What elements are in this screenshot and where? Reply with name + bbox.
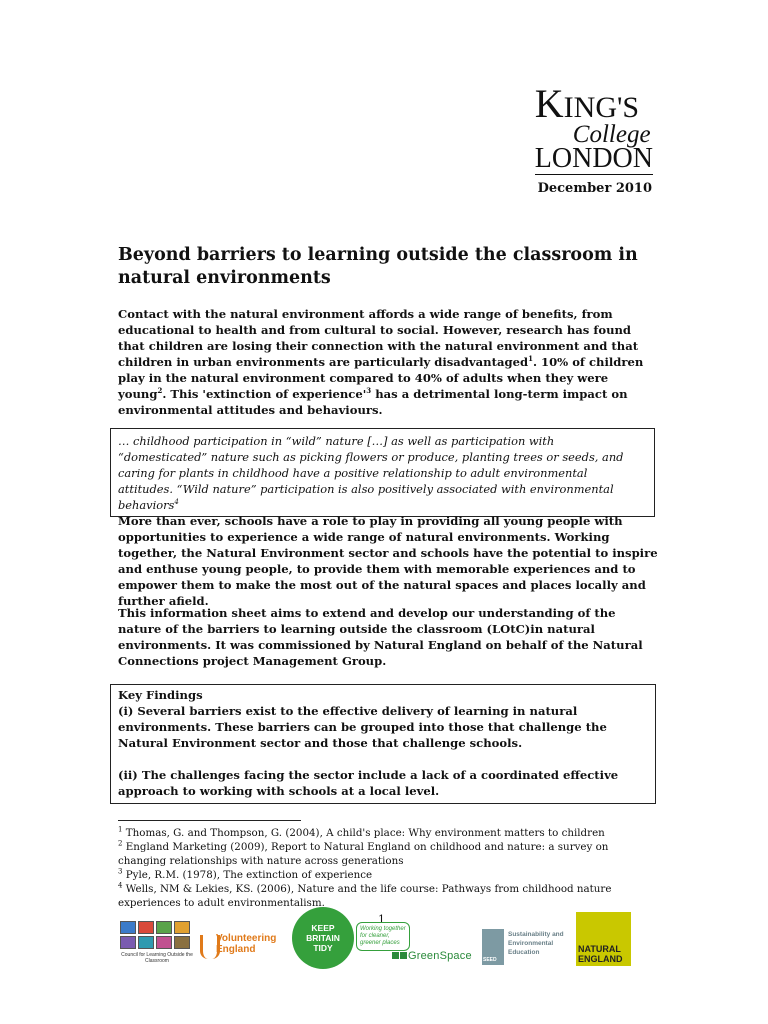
footnote-ref-2[interactable]: 2	[157, 386, 163, 396]
logo-initial: K	[534, 81, 564, 126]
footnote-2: $^2$ England Marketing (2009), Report to Natural England on childhood and nature: a survey on changing relationships with nature across generations	[118, 839, 609, 867]
document-date: December 2010	[537, 181, 652, 196]
key-findings-heading: Key Findings	[118, 688, 203, 702]
lotc-icon-grid	[120, 921, 194, 949]
quote-box	[110, 428, 655, 517]
lotc-caption: Council for Learning Outside the Classroom	[121, 952, 193, 964]
footnote-ref-4[interactable]: 4	[174, 498, 179, 507]
footnote-ref-1[interactable]: 1	[528, 354, 533, 364]
greenspace-square-icon	[392, 952, 399, 959]
footnotes	[118, 826, 658, 910]
key-finding-1: (i) Several barriers exist to the effective delivery of learning in natural environments. These barriers can be grouped into those that challenge the Natural Environment sector and those that challenge schools.	[118, 704, 607, 750]
schools-paragraph: More than ever, schools have a role to play in providing all young people with opportunities to experience a wide range of natural environments. Working together, the Natural Environment sector and schools have the potential to inspire and enthuse young people, to provide them with memorable experiences and to empower them to make the most out of the natural spaces and places locally and further afield.	[118, 514, 658, 608]
quote-text: … childhood participation in “wild” nature […] as well as participation with “domesticated” nature such as picking flowers or produce, planting trees or seeds, and caring for plants in childhood have a positive relationship to adult environmental attitudes. “Wild nature” participation is also positively associated with environmental behaviors	[118, 434, 624, 512]
keep-britain-tidy-logo: KEEP BRITAIN TIDY	[292, 907, 354, 969]
footnote-3: $^3$ Pyle, R.M. (1978), The extinction of experience	[118, 867, 373, 881]
natural-england-logo: NATURAL ENGLAND	[576, 912, 631, 966]
key-findings-box	[110, 684, 656, 804]
logo-line2: College	[572, 121, 651, 148]
seed-mark: SEED	[483, 957, 497, 963]
greenspace-square-icon	[400, 952, 407, 959]
page-number: 1	[378, 913, 385, 926]
lotc-logo	[120, 921, 194, 965]
purpose-paragraph: This information sheet aims to extend and develop our understanding of the nature of the barriers to learning outside the classroom (LOtC)in natural environments. It was commissioned by Natural England on behalf of the Natural Connections project Management Group.	[118, 606, 643, 668]
kings-college-london-logo	[534, 81, 653, 175]
footnote-4: $^4$ Wells, NM & Lekies, KS. (2006), Nature and the life course: Pathways from childhood nature experiences to adult environmentalism.	[118, 881, 612, 909]
logo-line1: ING'S	[563, 91, 640, 124]
logo-line3: LONDON	[534, 143, 653, 174]
intro-paragraph: Contact with the natural environment affords a wide range of benefits, from educational to health and from cultural to social. However, research has found that children are losing their connection with the natural environment and that children in urban environments are particularly disadvantaged$^1$. 10% of children play in the natural environment compared to 40% of adults when they were young$^2$. This 'extinction of $experience'^3$ has a detrimental long-term impact on environmental attitudes and behaviours.	[118, 307, 644, 417]
keep-britain-tidy-tagline: Working together for cleaner, greener places	[356, 922, 410, 951]
footnote-1: $^1$ Thomas, G. and Thompson, G. (2004), A child's place: Why environment matters to children	[118, 825, 605, 839]
volunteering-england-logo: Volunteering England	[198, 933, 290, 965]
footnote-divider	[118, 820, 301, 821]
document-title: Beyond barriers to learning outside the classroom in natural environments	[118, 245, 638, 288]
volunteering-mark-icon	[200, 935, 220, 959]
key-finding-2: (ii) The challenges facing the sector include a lack of a coordinated effective approach to working with schools at a local level.	[118, 768, 619, 798]
footnote-ref-3[interactable]: 3	[366, 386, 372, 396]
greenspace-logo: GreenSpace	[392, 950, 472, 962]
seed-logo: Sustainability and Environmental Education SEED	[483, 931, 564, 963]
